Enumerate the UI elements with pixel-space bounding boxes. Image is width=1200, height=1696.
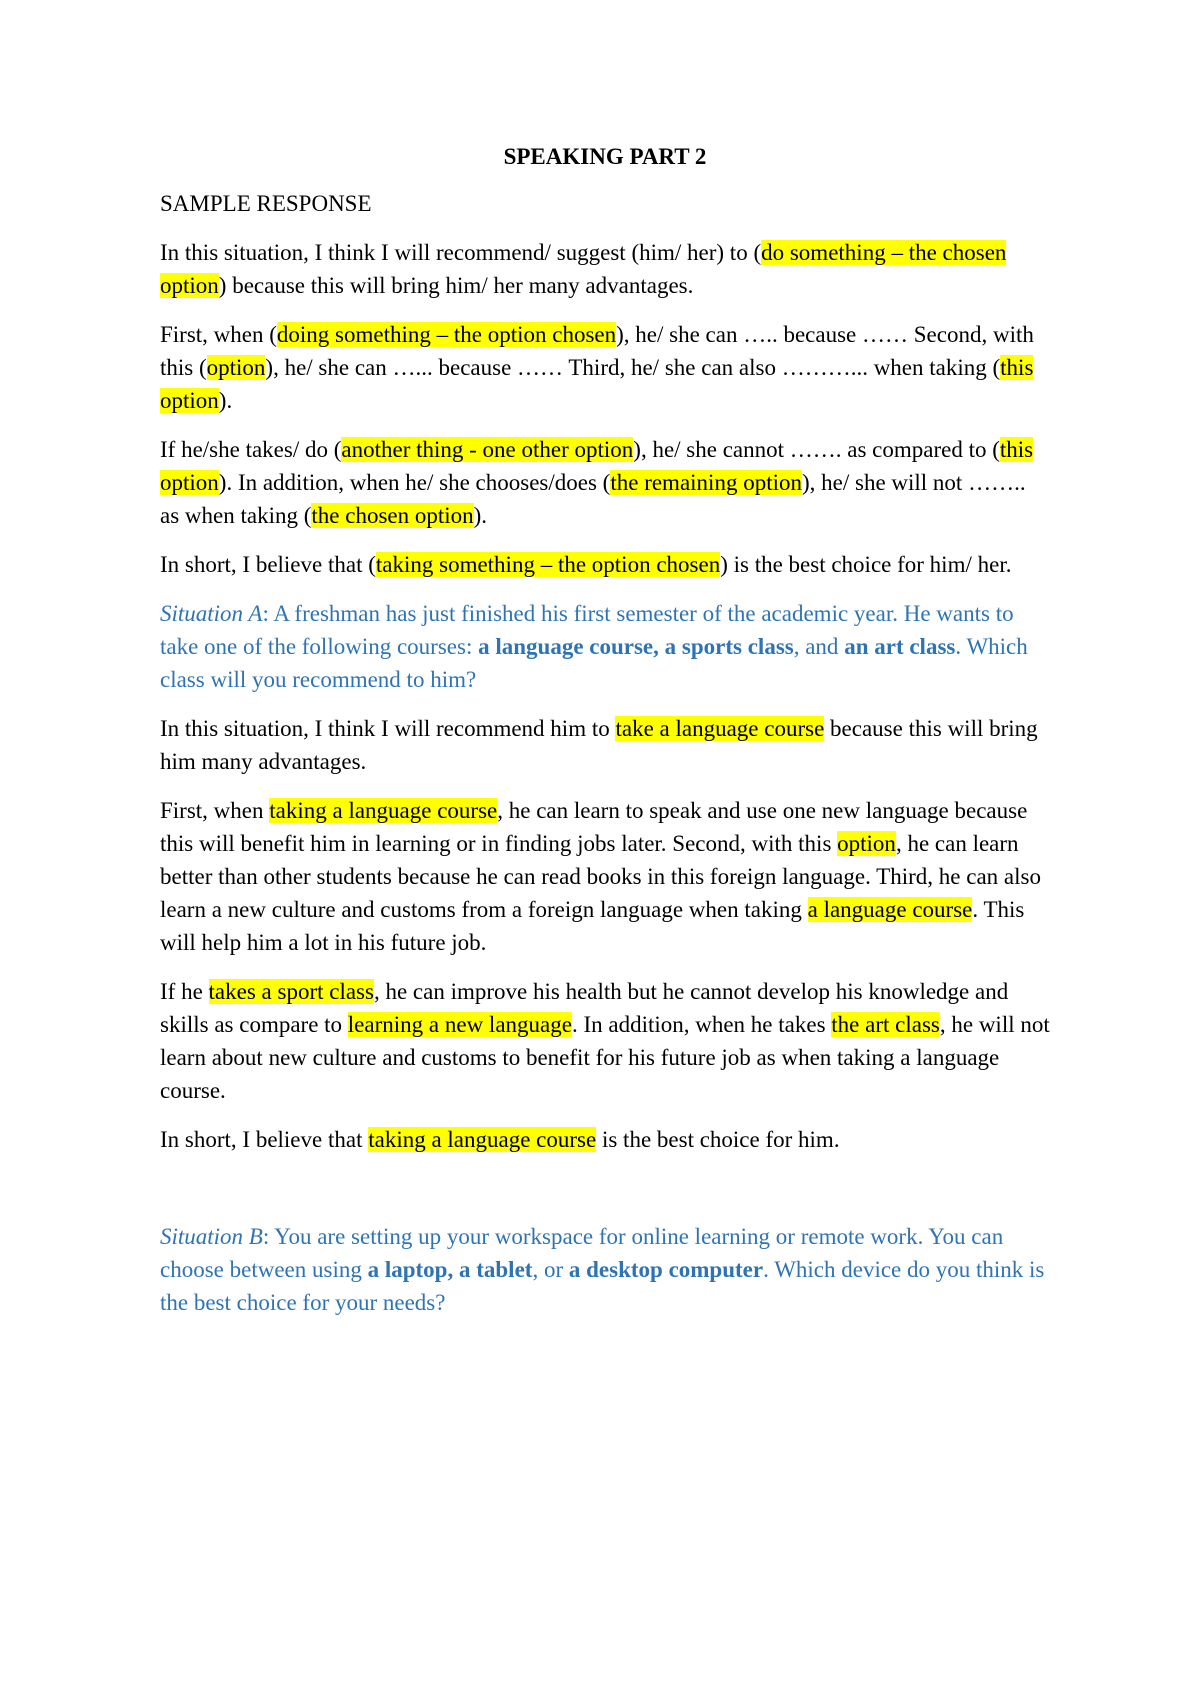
highlight: doing something – the option chosen (276, 322, 617, 347)
situation-a-label: Situation A (160, 601, 263, 626)
highlight: a language course (807, 897, 973, 922)
template-paragraph-3: If he/she takes/ do (another thing - one other option), he/ she cannot ……. as compared to (this option). In addition, when he/ she chooses/does (the remaining option), he/ she will not …….. as when taking (the chosen option). (160, 437, 1034, 528)
highlight: take a language course (615, 716, 825, 741)
response-a-paragraph-3: If he takes a sport class, he can improve his health but he cannot develop his knowledge and skills as compare to learning a new language. In addition, when he takes the art class, he will not learn about new culture and customs to benefit for his future job as when taking a language course. (160, 979, 1050, 1103)
situation-b-prompt: Situation B: You are setting up your workspace for online learning or remote work. You can choose between using a laptop, a tablet, or a desktop computer. Which device do you think is the best choice for your needs? (160, 1224, 1045, 1315)
template-paragraph-2: First, when (doing something – the option chosen), he/ she can ….. because …… Second, with this (option), he/ she can …... because …… Third, he/ she can also ………... when taking (this option). (160, 322, 1034, 413)
highlight: this option (160, 437, 1034, 495)
highlight: taking a language course (368, 1127, 597, 1152)
template-paragraph-4: In short, I believe that (taking something – the option chosen) is the best choice for him/ her. (160, 552, 1012, 577)
page-title: SPEAKING PART 2 (503, 144, 707, 169)
highlight: option (837, 831, 896, 856)
highlight: another thing - one other option (341, 437, 634, 462)
highlight: taking a language course (269, 798, 498, 823)
sample-response-label: SAMPLE RESPONSE (160, 191, 372, 216)
response-a-paragraph-1: In this situation, I think I will recommend him to take a language course because this will bring him many advantages. (160, 716, 1038, 774)
spacer (160, 1172, 1050, 1220)
response-a-paragraph-2: First, when taking a language course, he can learn to speak and use one new language because this will benefit him in learning or in finding jobs later. Second, with this option, he can learn better than other students because he can read books in this foreign language. Third, he can also learn a new culture and customs from a foreign language when taking a language course. This will help him a lot in his future job. (160, 798, 1041, 955)
highlight: the remaining option (610, 470, 802, 495)
highlight: the chosen option (311, 503, 474, 528)
highlight: taking something – the option chosen (375, 552, 721, 577)
situation-b-label: Situation B (160, 1224, 263, 1249)
highlight: this option (160, 355, 1034, 413)
highlight: the art class (831, 1012, 940, 1037)
highlight: learning a new language (347, 1012, 572, 1037)
response-a-paragraph-4: In short, I believe that taking a language course is the best choice for him. (160, 1127, 840, 1152)
situation-a-prompt: Situation A: A freshman has just finished his first semester of the academic year. He wants to take one of the following courses: a language course, a sports class, and an art class. Which class will you recommend to him? (160, 601, 1028, 692)
highlight: do something – the chosen option (160, 240, 1007, 298)
highlight: takes a sport class (208, 979, 374, 1004)
template-paragraph-1: In this situation, I think I will recommend/ suggest (him/ her) to (do something – the chosen option) because this will bring him/ her many advantages. (160, 240, 1007, 298)
highlight: option (206, 355, 266, 380)
